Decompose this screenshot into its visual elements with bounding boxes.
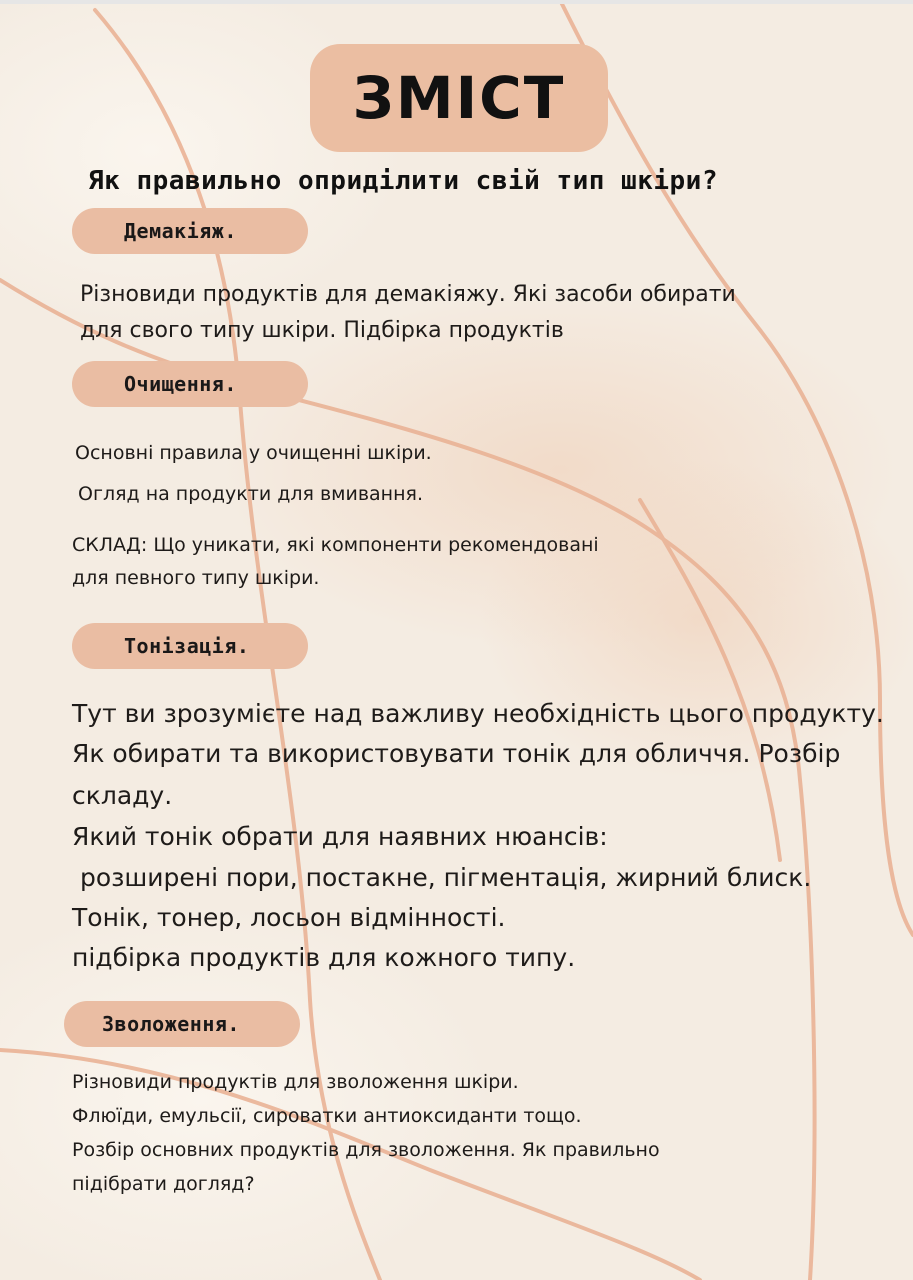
- section-text-line: розширені пори, постакне, пігментація, жирний блиск.: [72, 863, 812, 892]
- section-text-line: Різновиди продуктів для демакіяжу. Які засоби обирати: [80, 282, 736, 307]
- section-heading-demakiyazh: [72, 208, 308, 254]
- section-text-line: Флюїди, емульсії, сироватки антиоксиданти тощо.: [72, 1105, 582, 1127]
- section-text-line: для певного типу шкіри.: [72, 567, 320, 589]
- section-text-line: Як обирати та використовувати тонік для обличчя. Розбір: [72, 739, 841, 768]
- section-heading-label: Зволоження.: [102, 1012, 240, 1036]
- section-text-line: Різновиди продуктів для зволоження шкіри.: [72, 1071, 519, 1093]
- section-text-line: підібрати догляд?: [72, 1173, 255, 1195]
- section-text-line: Основні правила у очищенні шкіри.: [75, 442, 432, 464]
- section-text-line: Який тонік обрати для наявних нюансів:: [72, 822, 608, 851]
- section-text-line: Розбір основних продуктів для зволоження. Як правильно: [72, 1139, 660, 1161]
- title-badge: [310, 44, 608, 152]
- section-heading-ochyshchennia: [72, 361, 308, 407]
- section-heading-tonizatsiia: [72, 623, 308, 669]
- section-text-line: складу.: [72, 781, 173, 810]
- section-text-line: Тонік, тонер, лосьон відмінності.: [72, 903, 506, 932]
- top-border: [0, 0, 913, 4]
- section-text-line: для свого типу шкіри. Підбірка продуктів: [80, 318, 564, 343]
- page-subtitle: Як правильно опридiлити свій тип шкіри?: [88, 166, 718, 196]
- section-text-line: СКЛАД: Що уникати, які компоненти рекомендовані: [72, 534, 599, 556]
- section-heading-label: Демакіяж.: [124, 219, 237, 243]
- section-text-line: Огляд на продукти для вмивання.: [78, 483, 423, 505]
- section-heading-label: Очищення.: [124, 372, 237, 396]
- section-heading-zvolozhennia: [64, 1001, 300, 1047]
- section-text-line: підбірка продуктів для кожного типу.: [72, 943, 576, 972]
- page-title: ЗМІСТ: [352, 64, 566, 132]
- section-heading-label: Тонізація.: [124, 634, 250, 658]
- section-text-line: Тут ви зрозумієте над важливу необхідність цього продукту.: [72, 699, 884, 728]
